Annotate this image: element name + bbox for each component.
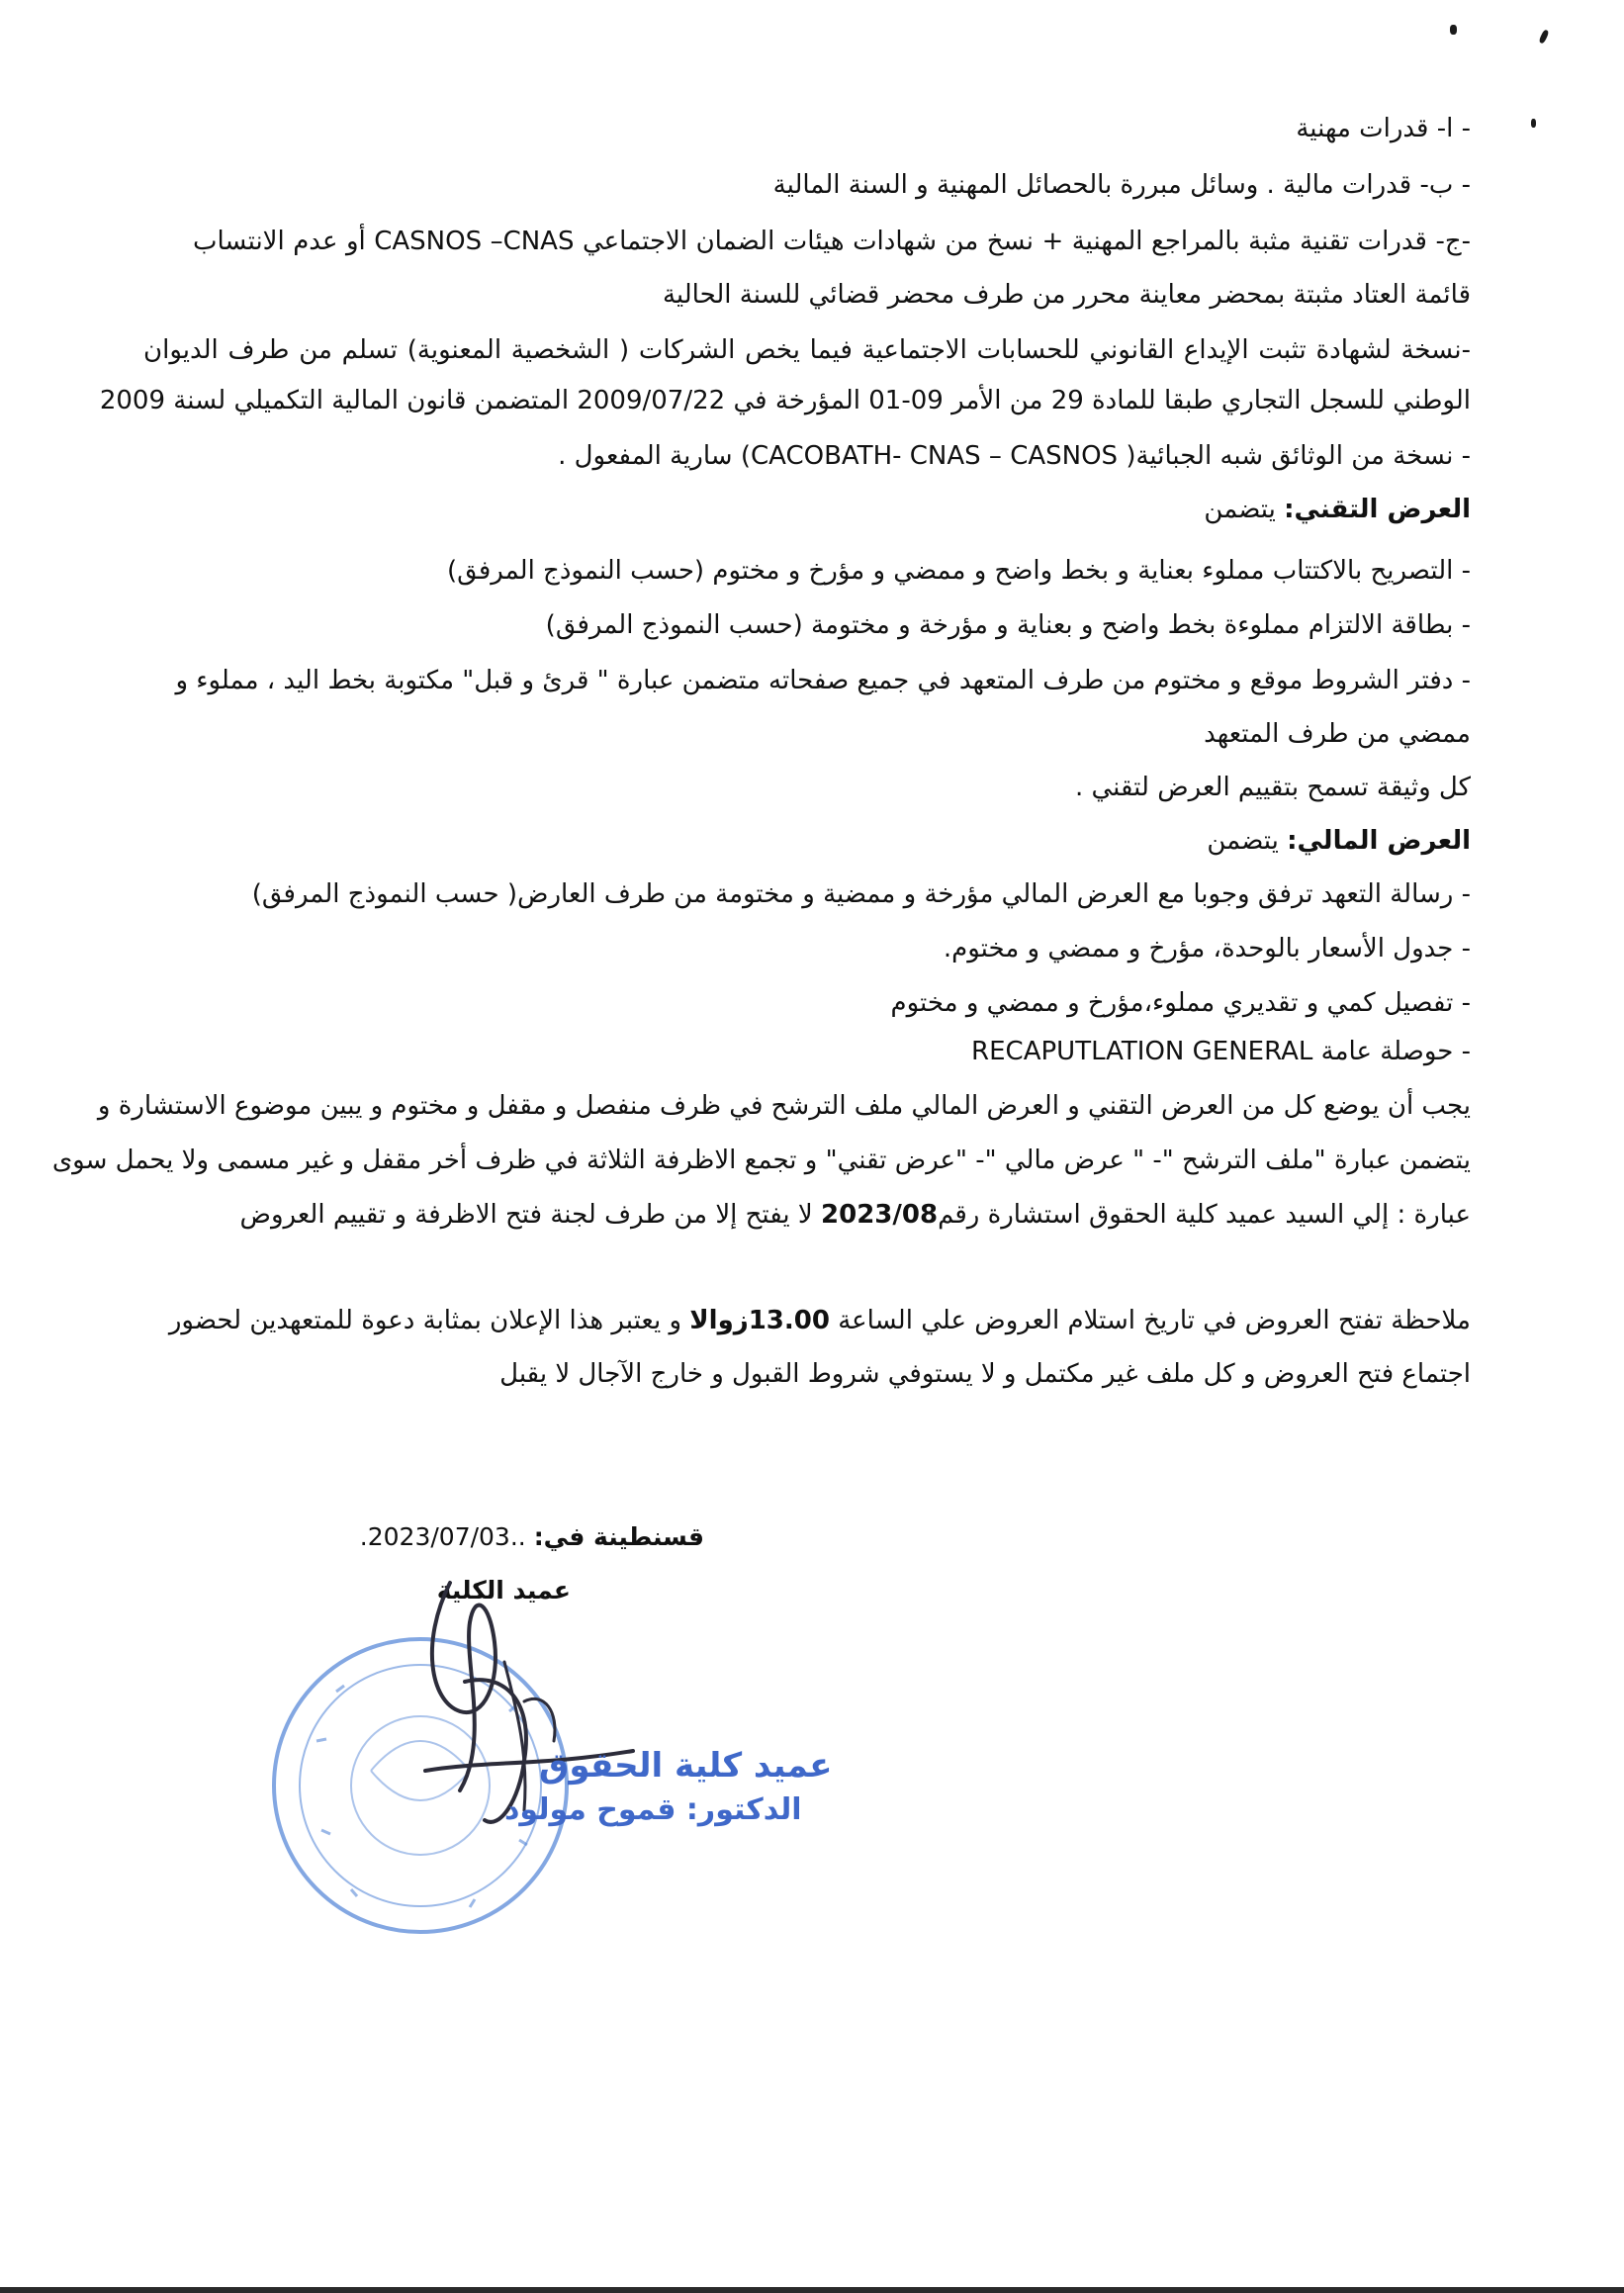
fin-offer-item: - جدول الأسعار بالوحدة، مؤرخ و ممضي و مختوم. <box>943 934 1471 963</box>
scan-edge <box>0 2287 1624 2293</box>
tech-offer-item: كل وثيقة تسمح بتقييم العرض لتقني . <box>1074 773 1471 802</box>
tech-offer-heading-rest: يتضمن <box>1204 495 1285 524</box>
stamp-name-line: عميد كلية الحقوق <box>539 1746 833 1786</box>
stamp-name-line: الدكتور: قموح مولود <box>504 1792 802 1827</box>
fin-offer-item: - حوصلة عامة RECAPUTLATION GENERAL <box>971 1037 1471 1066</box>
note-line: اجتماع فتح العروض و كل ملف غير مكتمل و لا يستوفي شروط القبول و خارج الآجال لا يقبل <box>499 1359 1471 1389</box>
requirement-line: -ج- قدرات تقنية مثبة بالمراجع المهنية + نسخ من شهادات هيئات الضمان الاجتماعي CASNOS –CNAS أو عدم الانتساب <box>193 227 1471 256</box>
consultation-number: 2023/08 <box>821 1200 939 1230</box>
submission-line: يجب أن يوضع كل من العرض التقني و العرض المالي ملف الترشح في ظرف منفصل و مقفل و مختوم و يبين موضوع الاستشارة و <box>97 1091 1471 1121</box>
tech-offer-item: - دفتر الشروط موقع و مختوم من طرف المتعهد في جميع صفحاته متضمن عبارة " قرئ و قبل" مكتوبة بخط اليد ، مملوء و <box>175 666 1471 695</box>
opening-time: 13.00زوالا <box>689 1306 830 1335</box>
stamp-area <box>277 1573 870 1959</box>
requirement-line: -نسخة لشهادة تثبت الإيداع القانوني للحسابات الاجتماعية فيما يخص الشركات ( الشخصية المعنوية) تسلم من طرف الديوان <box>143 335 1471 365</box>
tech-offer-heading <box>1204 490 1471 529</box>
submission-text-b: لا يفتح إلا من طرف لجنة فتح الاظرفة و تقييم العروض <box>239 1200 822 1230</box>
scan-speck <box>1450 25 1457 35</box>
tech-offer-item: ممضي من طرف المتعهد <box>1204 719 1471 749</box>
signing-date: ..2023/07/03. <box>359 1522 534 1551</box>
requirement-line: - نسخة من الوثائق شبه الجبائية( CACOBATH- CNAS – CASNOS) سارية المفعول . <box>558 441 1471 471</box>
submission-line: يتضمن عبارة "ملف الترشح "- " عرض مالي "- "عرض تقني" و تجمع الاظرفة الثلاثة في ظرف أخر مقفل و غير مسمى ولا يحمل سوى <box>51 1146 1471 1175</box>
requirement-line: - ب- قدرات مالية . وسائل مبررة بالحصائل المهنية و السنة المالية <box>772 170 1471 200</box>
note-text-b: و يعتبر هذا الإعلان بمثابة دعوة للمتعهدين لحضور <box>168 1306 690 1335</box>
submission-line <box>240 1195 1471 1235</box>
fin-offer-item: - رسالة التعهد ترفق وجوبا مع العرض المالي مؤرخة و ممضية و مختومة من طرف العارض( حسب النموذج المرفق) <box>251 879 1471 909</box>
scan-speck <box>1531 119 1536 128</box>
note-line <box>169 1301 1471 1340</box>
requirement-line: - ا- قدرات مهنية <box>1296 114 1471 143</box>
fin-offer-heading-label: العرض المالي: <box>1287 826 1471 856</box>
note-text-a: ملاحظة تفتح العروض في تاريخ استلام العروض علي الساعة <box>829 1306 1471 1335</box>
requirement-line: قائمة العتاد مثبتة بمحضر معاينة محرر من طرف محضر قضائي للسنة الحالية <box>662 280 1471 310</box>
scan-speck <box>1538 29 1549 44</box>
place-label: قسنطينة في: <box>533 1522 704 1551</box>
tech-offer-heading-label: العرض التقني: <box>1284 495 1471 524</box>
place-date <box>360 1517 704 1557</box>
fin-offer-heading <box>1207 821 1471 861</box>
tech-offer-item: - التصريح بالاكتتاب مملوء بعناية و بخط واضح و ممضي و مؤرخ و مختوم (حسب النموذج المرفق) <box>447 556 1471 586</box>
fin-offer-item: - تفصيل كمي و تقديري مملوء،مؤرخ و ممضي و مختوم <box>890 988 1471 1018</box>
dean-title: عميد الكلية <box>436 1576 571 1605</box>
submission-text-a: عبارة : إلي السيد عميد كلية الحقوق استشارة رقم <box>938 1200 1471 1230</box>
fin-offer-heading-rest: يتضمن <box>1207 826 1288 856</box>
tech-offer-item: - بطاقة الالتزام مملوءة بخط واضح و بعناية و مؤرخة و مختومة (حسب النموذج المرفق) <box>545 610 1471 640</box>
requirement-line: الوطني للسجل التجاري طبقا للمادة 29 من الأمر 09-01 المؤرخة في 2009/07/22 المتضمن قانون المالية التكميلي لسنة 2009 <box>99 386 1471 415</box>
